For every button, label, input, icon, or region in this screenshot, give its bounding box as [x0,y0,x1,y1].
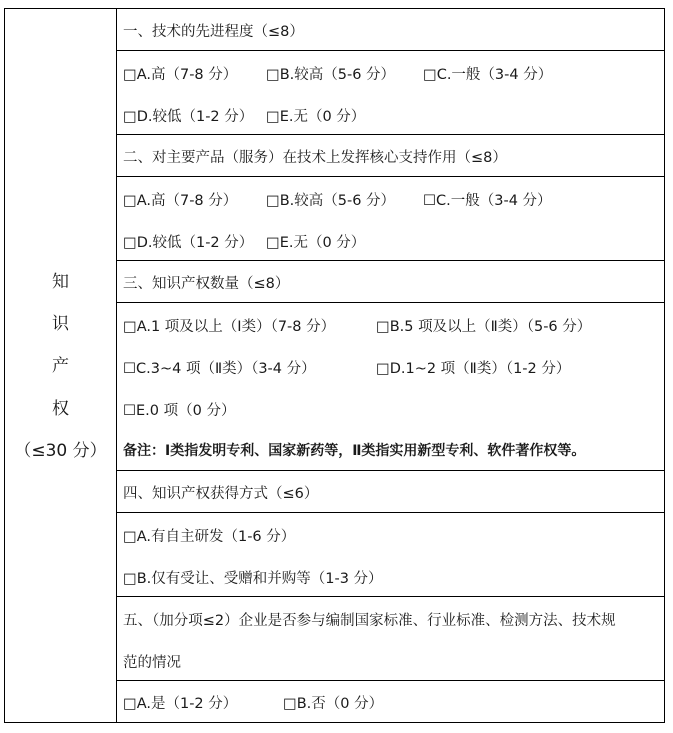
category-char-1: 知 [52,272,69,292]
section-2-option-a[interactable]: □A.高（7-8 分） [123,193,238,209]
section-2-option-d[interactable]: □D.较低（1-2 分） [123,235,254,251]
section-3-option-d[interactable]: □D.1~2 项（Ⅱ类）（1-2 分） [376,361,571,377]
section-2-options-cell [117,177,664,261]
section-1-option-c[interactable]: □C.一般（3-4 分） [423,67,553,83]
section-2-option-c[interactable]: ☐C.一般（3-4 分） [423,193,552,209]
section-1-option-a[interactable]: □A.高（7-8 分） [123,67,238,83]
section-1-title-cell [117,9,664,51]
evaluation-table [4,8,665,723]
category-char-2: 识 [52,314,69,334]
section-3-option-a[interactable]: □A.1 项及以上（Ⅰ类）（7-8 分） [123,319,336,335]
section-3-option-b[interactable]: □B.5 项及以上（Ⅱ类）（5-6 分） [376,319,592,335]
section-2-title: 二、对主要产品（服务）在技术上发挥核心支持作用（≤8） [123,150,507,166]
section-1-title: 一、技术的先进程度（≤8） [123,24,304,40]
section-2-option-e[interactable]: □E.无（0 分） [266,235,366,251]
section-1-option-d[interactable]: □D.较低（1-2 分） [123,109,254,125]
section-3-note: 备注：Ⅰ类指发明专利、国家新药等，Ⅱ类指实用新型专利、软件著作权等。 [123,443,586,459]
section-1-options-cell [117,51,664,135]
category-char-3: 产 [52,356,69,376]
section-3-title: 三、知识产权数量（≤8） [123,276,290,292]
category-score-limit: （≤30 分） [14,441,107,461]
section-5-title-line-1: 五、（加分项≤2）企业是否参与编制国家标准、行业标准、检测方法、技术规 [123,613,616,629]
section-5-option-a[interactable]: □A.是（1-2 分） [123,696,238,712]
section-5-option-b[interactable]: □B.否（0 分） [283,696,384,712]
criteria-column [117,9,664,722]
section-4-options-cell [117,513,664,597]
section-4-option-a[interactable]: □A.有自主研发（1-6 分） [123,529,296,545]
category-cell [5,9,116,722]
section-4-option-b[interactable]: □B.仅有受让、受赠和并购等（1-3 分） [123,571,383,587]
section-5-title-cell [117,597,664,681]
section-1-option-e[interactable]: □E.无（0 分） [266,109,366,125]
section-5-title-line-2: 范的情况 [123,655,181,671]
section-2-option-b[interactable]: □B.较高（5-6 分） [266,193,396,209]
section-4-title-cell [117,471,664,513]
section-3-option-e[interactable]: ☐E.0 项（0 分） [123,403,236,419]
section-1-option-b[interactable]: □B.较高（5-6 分） [266,67,396,83]
section-2-title-cell [117,135,664,177]
section-5-options-cell [117,681,664,723]
category-char-4: 权 [52,399,69,419]
section-3-options-cell [117,303,664,471]
section-3-title-cell [117,261,664,303]
section-3-option-c[interactable]: ☐C.3~4 项（Ⅱ类）（3-4 分） [123,361,316,377]
section-4-title: 四、知识产权获得方式（≤6） [123,486,319,502]
